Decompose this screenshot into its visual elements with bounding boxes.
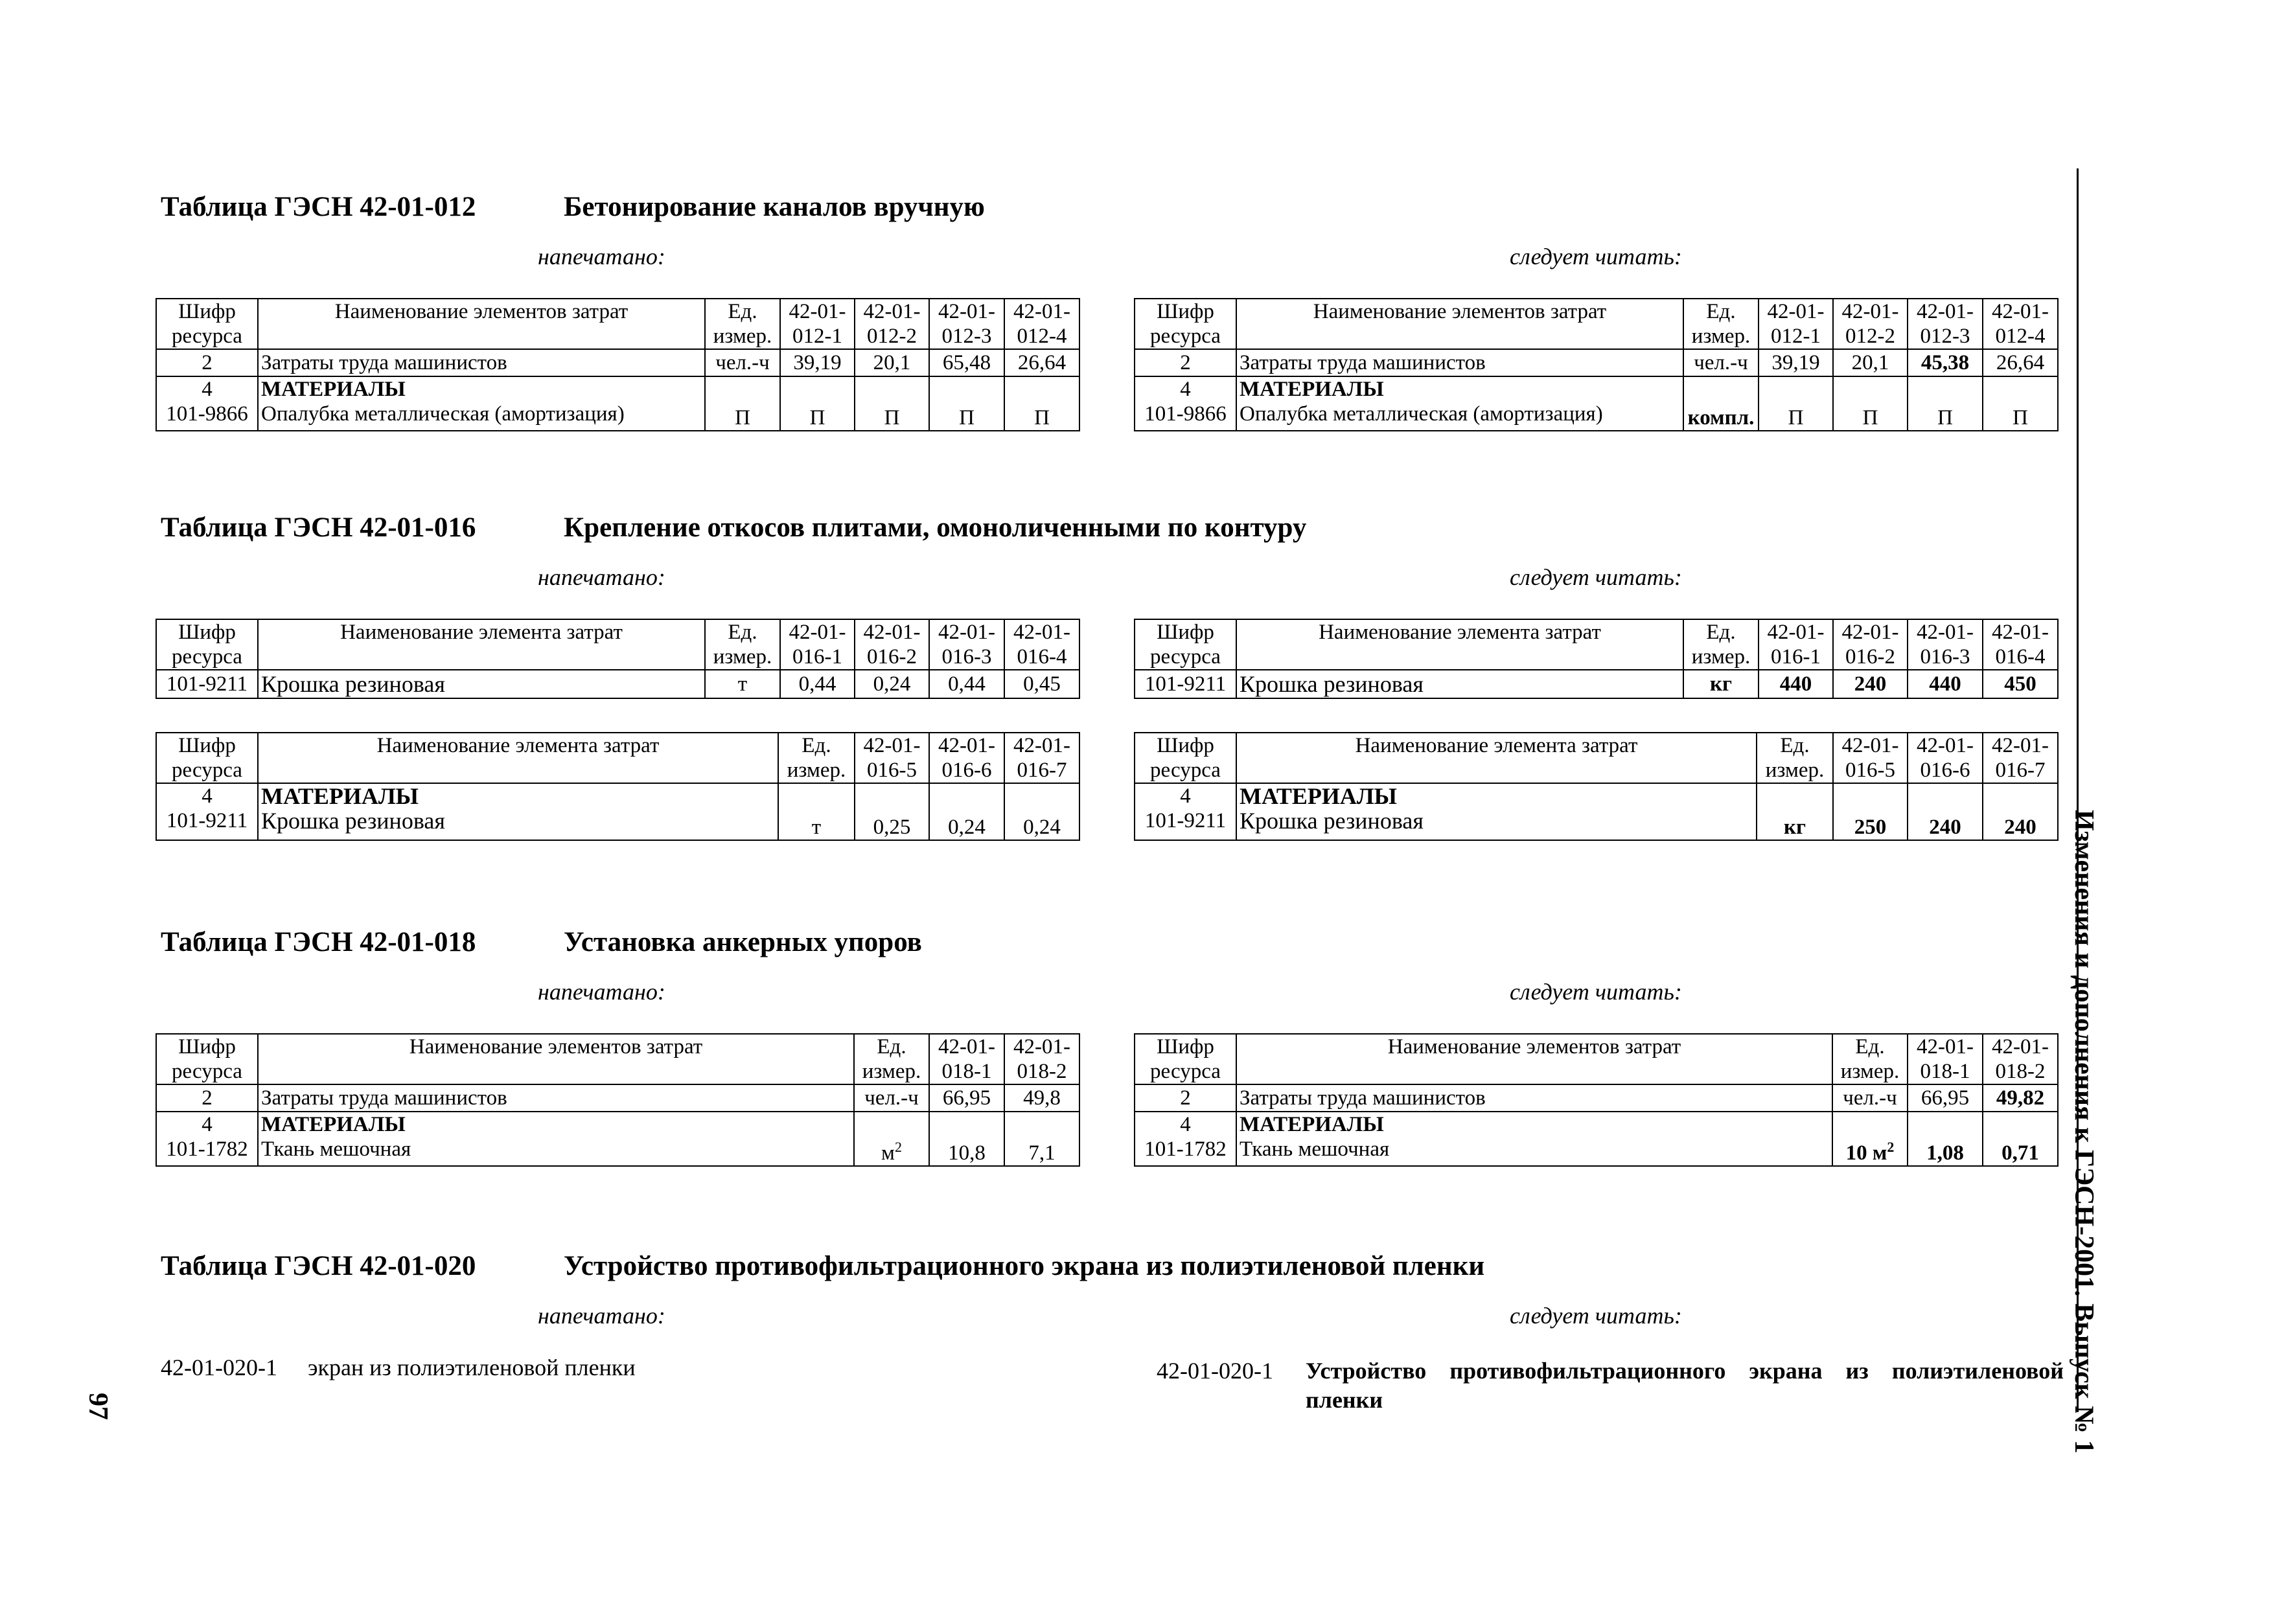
section-1-read-as-label: следует читать: <box>1510 244 1682 269</box>
section-4-title: Таблица ГЭСН 42-01-020 <box>161 1251 476 1281</box>
th-code: Шифр ресурса <box>156 299 258 349</box>
section-2-printed-label: напечатано: <box>538 564 665 590</box>
section-3-read-as-label: следует читать: <box>1510 979 1682 1005</box>
table-row: 4 101-9211 МАТЕРИАЛЫ Крошка резиновая кг 250 240 240 <box>1135 783 2058 840</box>
table-row: 4 101-9866 МАТЕРИАЛЫ Опалубка металлическая (амортизация) П П П П П <box>156 376 1079 431</box>
th-col-1: 42-01- 012-1 <box>780 299 855 349</box>
s4-corrected-text-line1: Устройство противофильтрационного экрана из полиэтиленовой <box>1306 1358 2064 1384</box>
section-3-name: Установка анкерных упоров <box>564 927 922 957</box>
s4-printed-text: экран из полиэтиленовой пленки <box>308 1355 636 1380</box>
table-row: 101-9211 Крошка резиновая т 0,44 0,24 0,44 0,45 <box>156 670 1079 698</box>
th-col-3: 42-01- 012-3 <box>929 299 1004 349</box>
section-2-title: Таблица ГЭСН 42-01-016 <box>161 512 476 543</box>
s4-corrected-code: 42-01-020-1 <box>1157 1358 1273 1384</box>
s2-printed-table-b: Шифр ресурса Наименование элемента затрат Ед. измер. 42-01- 016-5 42-01- 016-6 42-01- 016-7 4 101-9211 МАТЕРИАЛЫ Крошка резиновая т 0,25 0,24 0,24 <box>156 732 1080 841</box>
section-2-name: Крепление откосов плитами, омоноличенными по контуру <box>564 512 1307 543</box>
table-row: 2 Затраты труда машинистов чел.-ч 39,19 20,1 65,48 26,64 <box>156 349 1079 376</box>
table-row: 101-9211 Крошка резиновая кг 440 240 440 450 <box>1135 670 2058 698</box>
s2-corrected-table-a: Шифр ресурса Наименование элемента затрат Ед. измер. 42-01- 016-1 42-01- 016-2 42-01- 016-3 42-01- 016-4 101-9211 Крошка резиновая кг 440 240 440 450 <box>1134 619 2059 699</box>
th-col-4: 42-01- 012-4 <box>1004 299 1079 349</box>
table-row: 4 101-9866 МАТЕРИАЛЫ Опалубка металлическая (амортизация) компл. П П П П <box>1135 376 2058 431</box>
th-col-2: 42-01- 012-2 <box>855 299 929 349</box>
table-row: 2 Затраты труда машинистов чел.-ч 39,19 20,1 45,38 26,64 <box>1135 349 2058 376</box>
section-3-printed-label: напечатано: <box>538 979 665 1005</box>
s2-corrected-table-b: Шифр ресурса Наименование элемента затрат Ед. измер. 42-01- 016-5 42-01- 016-6 42-01- 016-7 4 101-9211 МАТЕРИАЛЫ Крошка резиновая кг 250 240 240 <box>1134 732 2059 841</box>
table-row: 2 Затраты труда машинистов чел.-ч 66,95 49,82 <box>1135 1084 2058 1112</box>
table-row: 2 Затраты труда машинистов чел.-ч 66,95 49,8 <box>156 1084 1079 1112</box>
section-4-read-as-label: следует читать: <box>1510 1303 1682 1329</box>
s4-corrected-text-line2: пленки <box>1306 1387 1383 1413</box>
s1-corrected-table: Шифр ресурса Наименование элементов затрат Ед. измер. 42-01- 012-1 42-01- 012-2 42-01- 012-3 42-01- 012-4 2 Затраты труда машинистов чел.-ч 39,19 20,1 45,38 26,64 4 101-9866 МАТЕРИАЛЫ Опалубка металлическая (амортизация) компл. П П П П <box>1134 298 2059 431</box>
s4-printed-code: 42-01-020-1 <box>161 1355 277 1380</box>
section-1-printed-label: напечатано: <box>538 244 665 269</box>
page-number: 97 <box>83 1393 113 1420</box>
section-2-read-as-label: следует читать: <box>1510 564 1682 590</box>
th-unit: Ед. измер. <box>705 299 780 349</box>
th-name: Наименование элементов затрат <box>258 299 705 349</box>
s3-corrected-table: Шифр ресурса Наименование элементов затрат Ед. измер. 42-01- 018-1 42-01- 018-2 2 Затраты труда машинистов чел.-ч 66,95 49,82 4 101-1782 МАТЕРИАЛЫ Ткань мешочная 10 $м^2$ 1,08 0,71 <box>1134 1033 2059 1167</box>
table-row: 4 101-1782 МАТЕРИАЛЫ Ткань мешочная 10 $м^2$ 1,08 0,71 <box>1135 1112 2058 1166</box>
section-4-printed-label: напечатано: <box>538 1303 665 1329</box>
s1-printed-table <box>156 298 1080 431</box>
s2-printed-table-a: Шифр ресурса Наименование элемента затрат Ед. измер. 42-01- 016-1 42-01- 016-2 42-01- 016-3 42-01- 016-4 101-9211 Крошка резиновая т 0,44 0,24 0,44 0,45 <box>156 619 1080 699</box>
section-1-title: Таблица ГЭСН 42-01-012 <box>161 192 476 222</box>
table-row: 4 101-9211 МАТЕРИАЛЫ Крошка резиновая т 0,25 0,24 0,24 <box>156 783 1079 840</box>
section-4-name: Устройство противофильтрационного экрана из полиэтиленовой пленки <box>564 1251 1485 1281</box>
running-title: Изменения и дополнения к ГЭСН-2001. Выпуск № 1 <box>2069 810 2099 1454</box>
section-1-name: Бетонирование каналов вручную <box>564 192 985 222</box>
s3-printed-table: Шифр ресурса Наименование элементов затрат Ед. измер. 42-01- 018-1 42-01- 018-2 2 Затраты труда машинистов чел.-ч 66,95 49,8 4 101-1782 МАТЕРИАЛЫ Ткань мешочная $м^2$ 10,8 7,1 <box>156 1033 1080 1167</box>
section-3-title: Таблица ГЭСН 42-01-018 <box>161 927 476 957</box>
table-row: 4 101-1782 МАТЕРИАЛЫ Ткань мешочная $м^2$ 10,8 7,1 <box>156 1112 1079 1166</box>
